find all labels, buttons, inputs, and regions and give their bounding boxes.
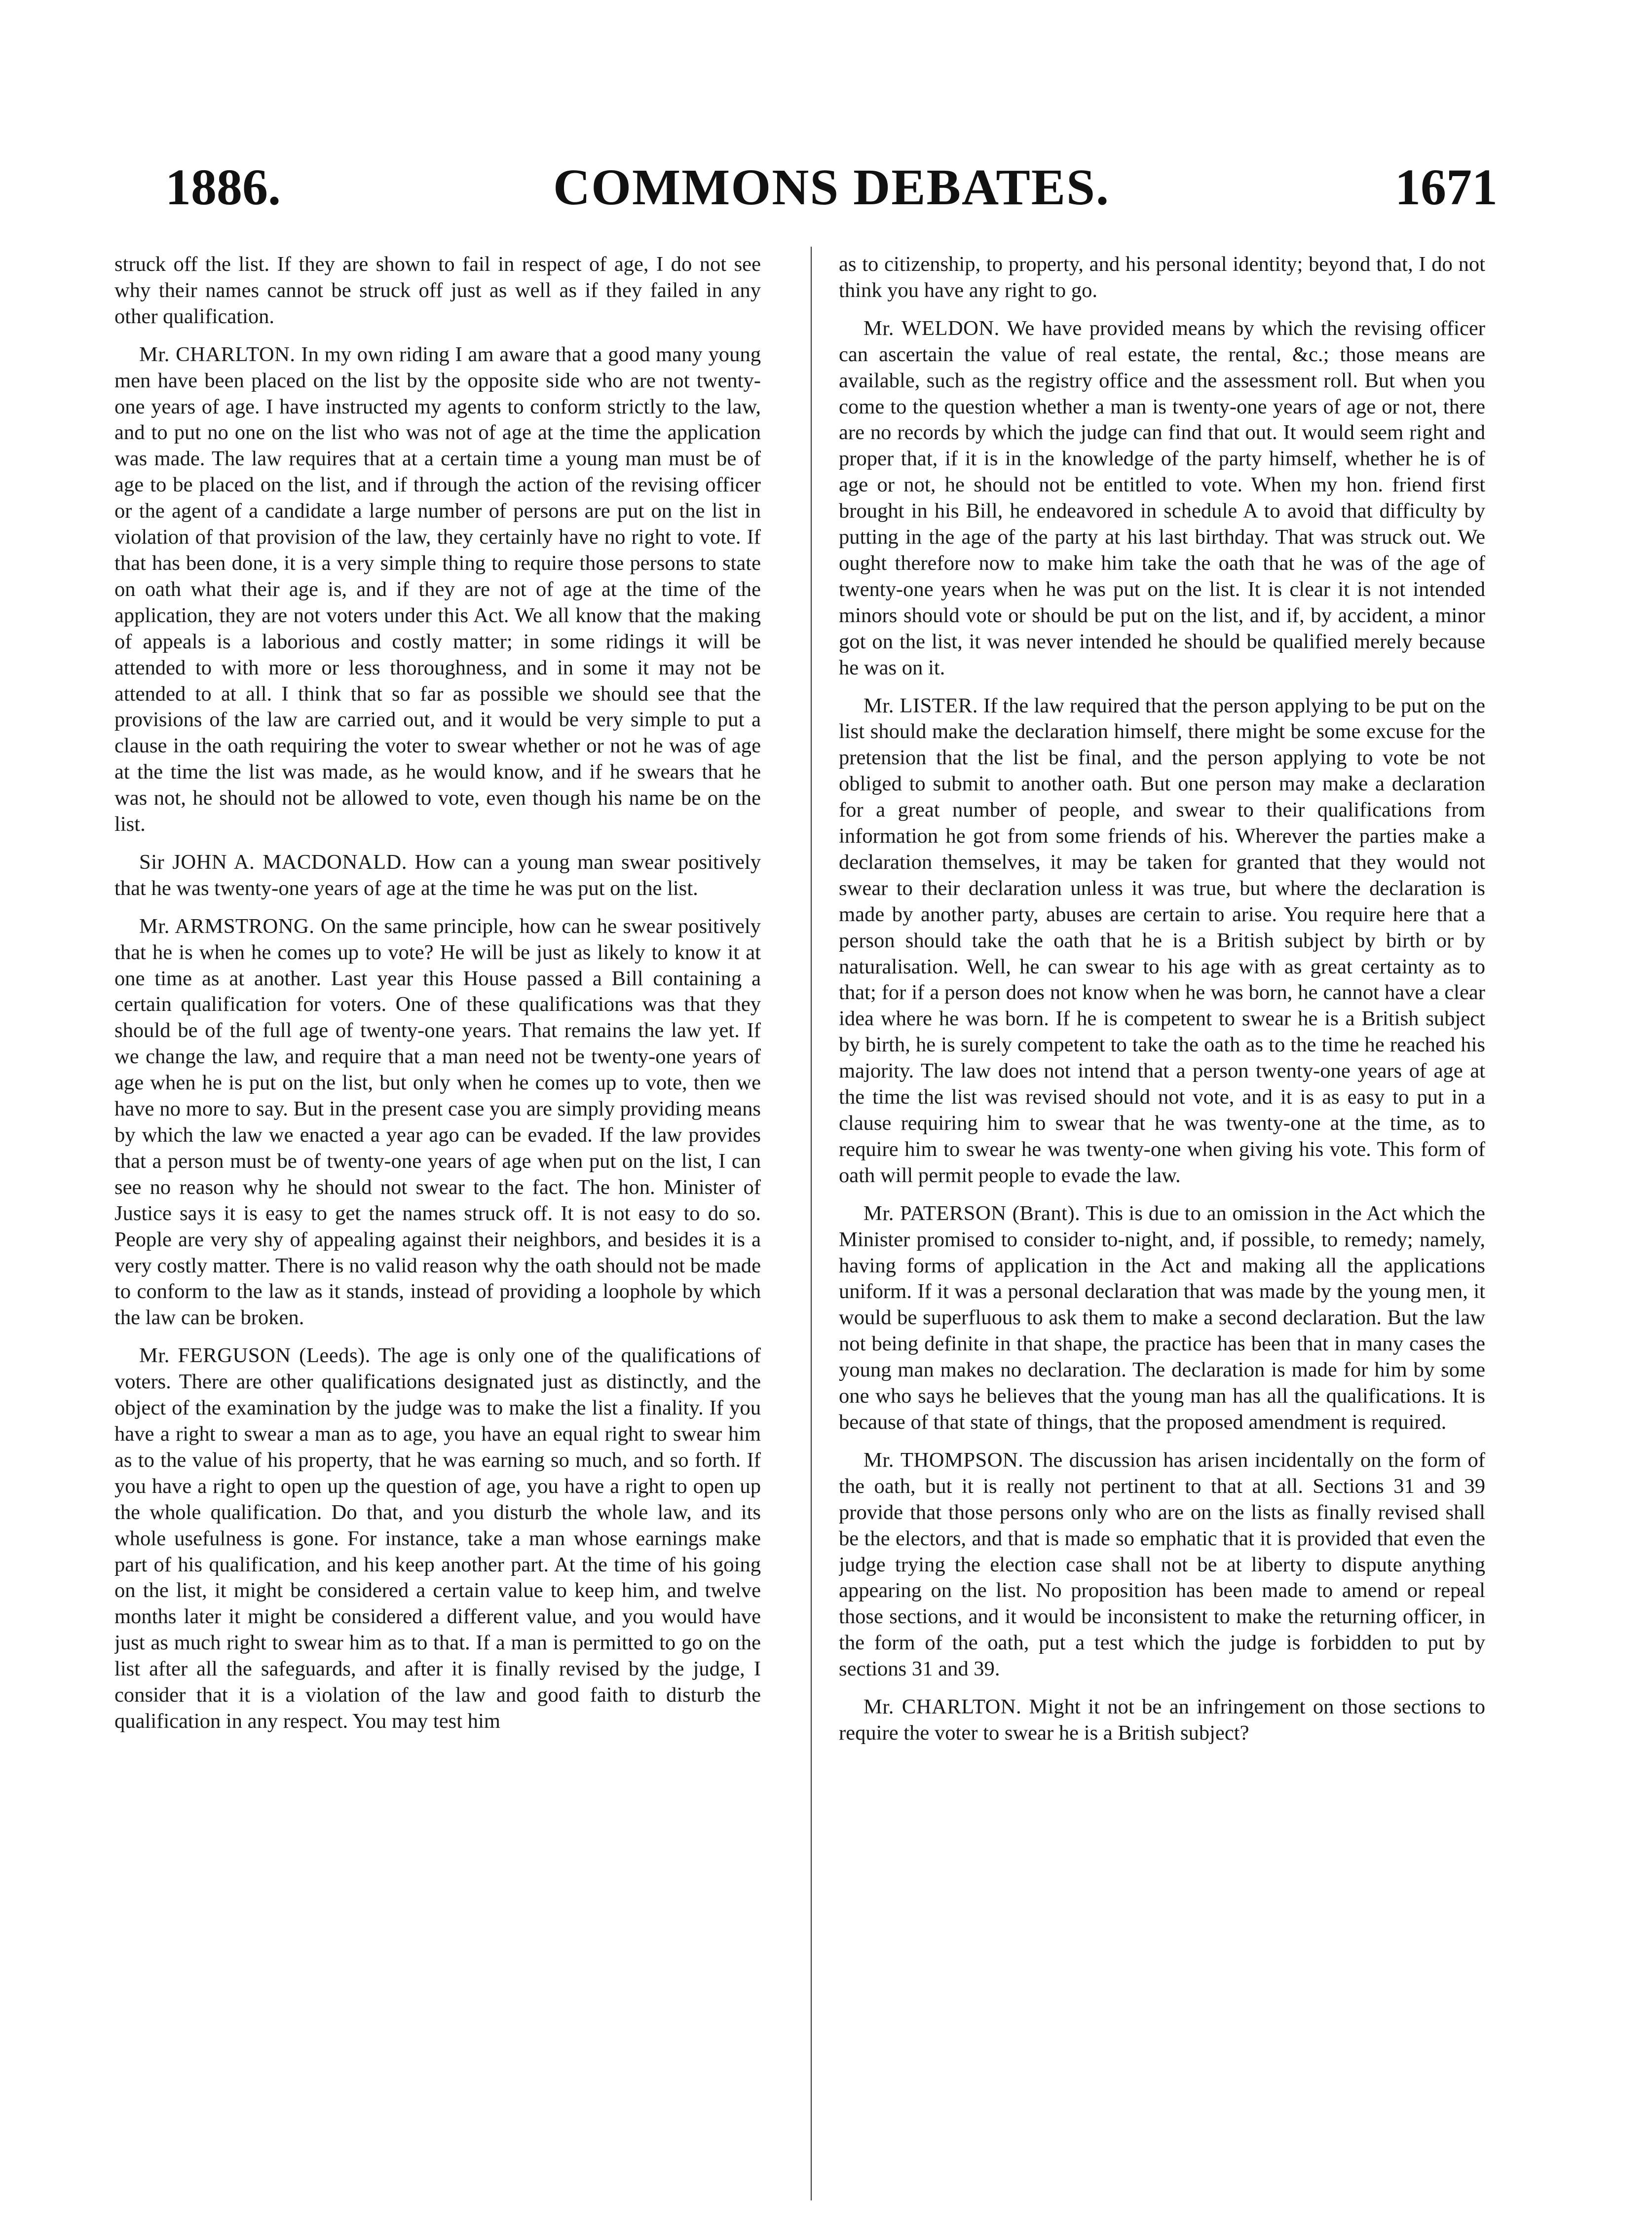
speech-text: This is due to an omission in the Act which the Minister promised to consider to-night, and, if possible, to remedy; namely, having forms of application in the Act and making all the applications uniform. If it was a personal declaration that was made by the young men, it would be superfluous to ask them to make a second declaration. But the law not being definite in that shape, the practice has been that in many cases the young man makes no declaration. The declaration is made for him by some one who says he believes that the young man has all the qualifications. It is because of that state of things, that the proposed amendment is required. [839,1201,1485,1434]
publication-title: COMMONS DEBATES. [553,159,1110,216]
speaker-name: Mr. PATERSON (Brant). [864,1201,1081,1225]
right-column [839,252,1485,2215]
speech-text: The age is only one of the qualifications of voters. There are other qualifications designated just as distinctly, and the object of the examination by the judge was to make the list a finality. If you have a right to swear a man as to age, you have an equal right to swear him as to the value of his property, that he was earning so much, and so forth. If you have a right to open up the question of age, you have a right to open up the whole qualification. Do that, and you disturb the whole law, and its whole usefulness is gone. For instance, take a man whose earnings make part of his qualification, and his keep another part. At the time of his going on the list, it might be considered a certain value to keep him, and twelve months later it might be considered a different value, and you would have just as much right to swear him as to that. If a man is permitted to go on the list after all the safeguards, and after it is finally revised by the judge, I consider that it is a violation of the law and good faith to disturb the qualification in any respect. You may test him [114,1344,761,1733]
speech-text: Might it not be an infringement on those sections to require the voter to swear he is a British subject? [839,1695,1485,1745]
speech [839,693,1485,1189]
page-number: 1671 [1395,159,1498,216]
speech [114,914,761,1332]
speech [839,1201,1485,1436]
paragraph [114,252,761,330]
speech [839,1694,1485,1747]
speaker-name: Mr. LISTER. [864,694,978,717]
speech-text: How can a young man swear positively that he was twenty-one years of age at the time he was put on the list. [114,850,761,900]
speaker-name: Mr. THOMPSON. [864,1448,1024,1472]
speaker-name: Mr. WELDON. [864,316,1000,340]
header-year: 1886. [165,159,281,216]
column-divider [811,247,812,2200]
speech [114,850,761,902]
speech-text: In my own riding I am aware that a good many young men have been placed on the list by the opposite side who are not twenty-one years of age. I have instructed my agents to conform strictly to the law, and to put no one on the list who was not of age at the time the application was made. The law requires that at a certain time a young man must be of age to be placed on the list, and if through the action of the revising officer or the agent of a candidate a large number of persons are put on the list in violation of that provision of the law, they certainly have no right to vote. If that has been done, it is a very simple thing to require those persons to state on oath what their age is, and if they are not of age at the time of the application, they are not voters under this Act. We all know that the making of appeals is a laborious and costly matter; in some ridings it will be attended to with more or less thoroughness, and in some it may not be attended to at all. I think that so far as possible we should see that the provisions of the law are carried out, and it would be very simple to put a clause in the oath requiring the voter to swear whether or not he was of age at the time the list was made, as he would know, and if he swears that he was not, he should not be allowed to vote, even though his name be on the list. [114,342,761,836]
page-header [165,158,1498,242]
left-column [114,252,761,2215]
speech [839,1448,1485,1682]
speech-text: If the law required that the person applying to be put on the list should make the declaration himself, there might be some excuse for the pretension that the list be final, and the person applying to vote be not obliged to submit to another oath. But one person may make a declaration for a great number of people, and swear to their qualifications from information he got from some friends of his. Wherever the parties make a declaration themselves, it may be taken for granted that they would not swear to their declaration unless it was true, but where the declaration is made by another party, abuses are certain to arise. You require here that a person should take the oath that he is a British subject by birth or by naturalisation. Well, he can swear to his age with as great certainty as to that; for if a person does not know when he was born, he cannot have a clear idea where he was born. If he is competent to swear he is a British subject by birth, he is surely competent to take the oath as to the time he reached his majority. The law does not intend that a person twenty-one years of age at the time the list was revised should not vote, and it is as easy to put in a clause requiring him to swear that he was twenty-one at the time, as to require him to swear he was twenty-one when giving his vote. This form of oath will permit people to evade the law. [839,694,1485,1187]
speech-text: We have provided means by which the revising officer can ascertain the value of real estate, the rental, &c.; those means are available, such as the registry office and the assessment roll. But when you come to the question whether a man is twenty-one years of age or not, there are no records by which the judge can find that out. It would seem right and proper that, if it is in the knowledge of the party himself, whether he is of age or not, he should not be entitled to vote. When my hon. friend first brought in his Bill, he endeavored in schedule A to avoid that difficulty by putting in the age of the party at his last birthday. That was struck out. We ought therefore now to make him take the oath that he was of the age of twenty-one years when he was put on the list. It is clear it is not intended minors should vote or should be put on the list, and if, by accident, a minor got on the list, it was never intended he should be qualified merely because he was on it. [839,316,1485,679]
speaker-name: Mr. ARMSTRONG. [139,914,315,938]
paragraph [839,252,1485,304]
speaker-name: Mr. CHARLTON. [139,342,296,366]
speech-text: On the same principle, how can he swear positively that he is when he comes up to vote? He will be just as likely to know it at one time as at another. Last year this House passed a Bill containing a certain qualification for voters. One of these qualifications was that they should be of the full age of twenty-one years. That remains the law yet. If we change the law, and require that a man need not be twenty-one years of age when he is put on the list, but only when he comes up to vote, then we have no more to say. But in the present case you are simply providing means by which the law we enacted a year ago can be evaded. If the law provides that a person must be of twenty-one years of age when put on the list, I can see no reason why he should not swear to the fact. The hon. Minister of Justice says it is easy to get the names struck off. It is not easy to do so. People are very shy of appealing against their neighbors, and besides it is a very costly matter. There is no valid reason why the oath should not be made to conform to the law as it stands, instead of providing a loophole by which the law can be broken. [114,914,761,1330]
speaker-name: Mr. CHARLTON. [864,1695,1022,1719]
speech [114,1343,761,1735]
speech-text: The discussion has arisen incidentally on the form of the oath, but it is really not pertinent to that at all. Sections 31 and 39 provide that those persons only who are on the lists as finally revised shall be the electors, and that is made so emphatic that it is provided that even the judge trying the election case shall not be at liberty to dispute anything appearing on the list. No proposition has been made to amend or repeal those sections, and it would be inconsistent to make the returning officer, in the form of the oath, put a test which the judge is forbidden to put by sections 31 and 39. [839,1448,1485,1681]
speech [114,342,761,838]
paragraph-text: as to citizenship, to property, and his personal identity; beyond that, I do not think you have any right to go. [839,253,1485,302]
paragraph-text: struck off the list. If they are shown to fail in respect of age, I do not see why their names cannot be struck off just as well as if they failed in any other qualification. [114,253,761,328]
speaker-name: Sir JOHN A. MACDONALD. [139,850,407,874]
speaker-name: Mr. FERGUSON (Leeds). [139,1344,371,1368]
speech [839,316,1485,681]
